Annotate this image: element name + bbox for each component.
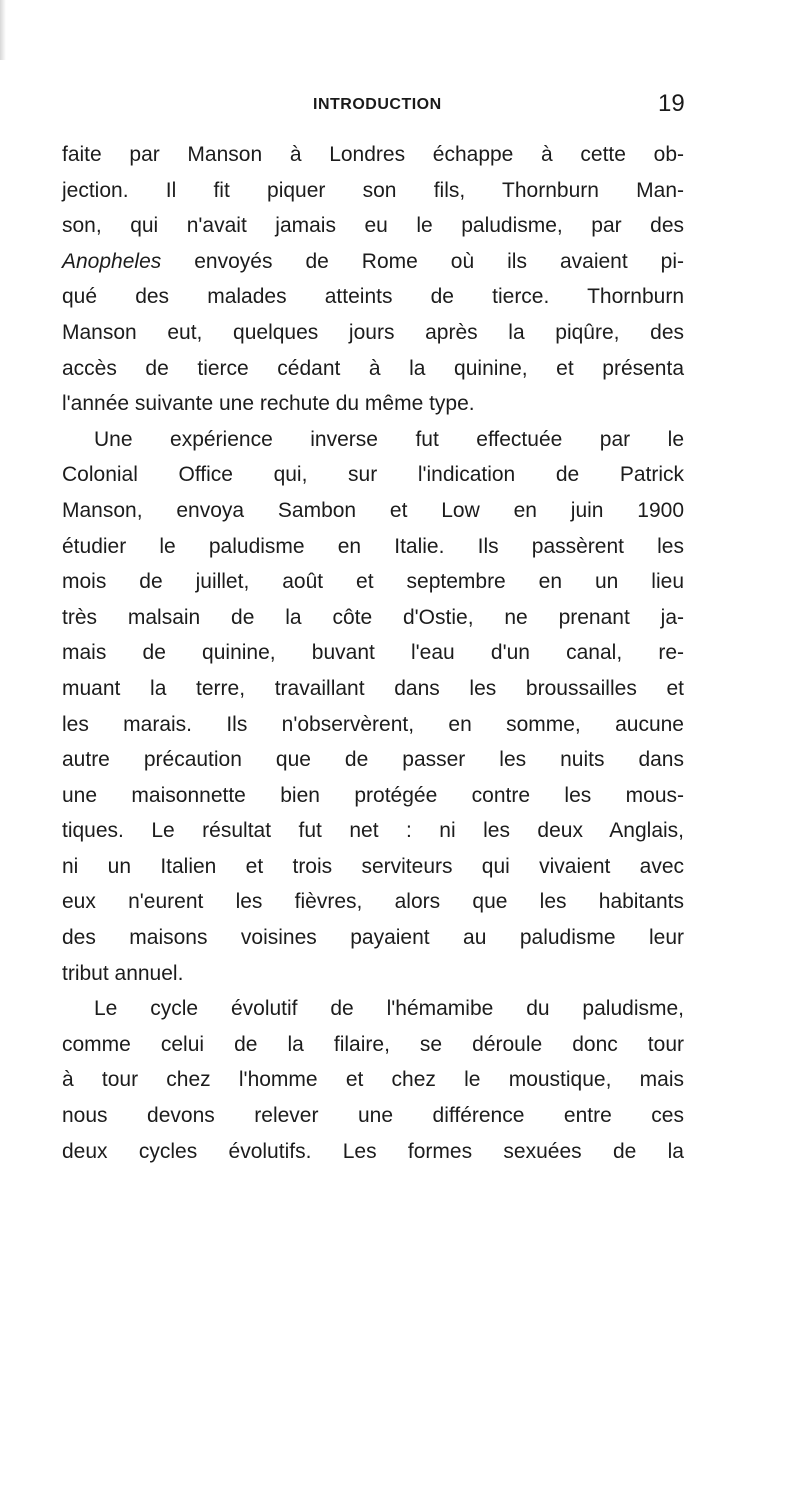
text-line: tribut annuel. xyxy=(62,961,184,985)
text-line-rest: envoyés de Rome où ils avaient pi- xyxy=(194,249,685,273)
text-line: qué des malades atteints de tierce. Thornburn xyxy=(62,285,684,309)
text-line xyxy=(62,244,684,280)
text-line: les marais. Ils n'observèrent, en somme, aucune xyxy=(62,712,684,736)
text-line: jection. Il fit piquer son fils, Thornburn Man- xyxy=(62,178,684,202)
text-line: comme celui de la filaire, se déroule donc tour xyxy=(62,1032,684,1056)
running-title: INTRODUCTION xyxy=(313,96,442,113)
page-number: 19 xyxy=(658,90,685,117)
text-line: étudier le paludisme en Italie. Ils passèrent les xyxy=(62,534,684,558)
text-line: ni un Italien et trois serviteurs qui vivaient avec xyxy=(62,854,684,878)
text-line: mais de quinine, buvant l'eau d'un canal, re- xyxy=(62,641,684,665)
text-line: mois de juillet, août et septembre en un lieu xyxy=(62,570,684,594)
italic-term: Anopheles xyxy=(62,249,162,273)
text-line: muant la terre, travaillant dans les broussailles et xyxy=(62,676,684,700)
text-line: Manson eut, quelques jours après la piqûre, des xyxy=(62,320,684,344)
page-edge-shadow xyxy=(0,0,6,60)
text-line: à tour chez l'homme et chez le moustique, mais xyxy=(62,1068,684,1092)
text-line: accès de tierce cédant à la quinine, et présenta xyxy=(62,356,684,380)
text-line: Le cycle évolutif de l'hémamibe du paludisme, xyxy=(94,997,684,1021)
text-line: une maisonnette bien protégée contre les mous- xyxy=(62,783,684,807)
running-header xyxy=(0,90,800,120)
text-line: son, qui n'avait jamais eu le paludisme, par des xyxy=(62,214,684,238)
text-line: Une expérience inverse fut effectuée par le xyxy=(94,427,684,451)
text-line: tiques. Le résultat fut net : ni les deux Anglais, xyxy=(62,819,684,843)
text-line: Manson, envoya Sambon et Low en juin 1900 xyxy=(62,498,684,522)
body-text xyxy=(62,137,684,1169)
text-line: eux n'eurent les fièvres, alors que les habitants xyxy=(62,890,684,914)
text-line: des maisons voisines payaient au paludisme leur xyxy=(62,926,684,950)
text-line: autre précaution que de passer les nuits dans xyxy=(62,748,684,772)
text-line: deux cycles évolutifs. Les formes sexuées de la xyxy=(62,1139,684,1163)
text-line: nous devons relever une différence entre ces xyxy=(62,1104,684,1128)
text-line: l'année suivante une rechute du même type. xyxy=(62,392,475,416)
text-line: Colonial Office qui, sur l'indication de Patrick xyxy=(62,463,684,487)
text-line: faite par Manson à Londres échappe à cette ob- xyxy=(62,143,684,166)
text-line: très malsain de la côte d'Ostie, ne prenant ja- xyxy=(62,605,684,629)
